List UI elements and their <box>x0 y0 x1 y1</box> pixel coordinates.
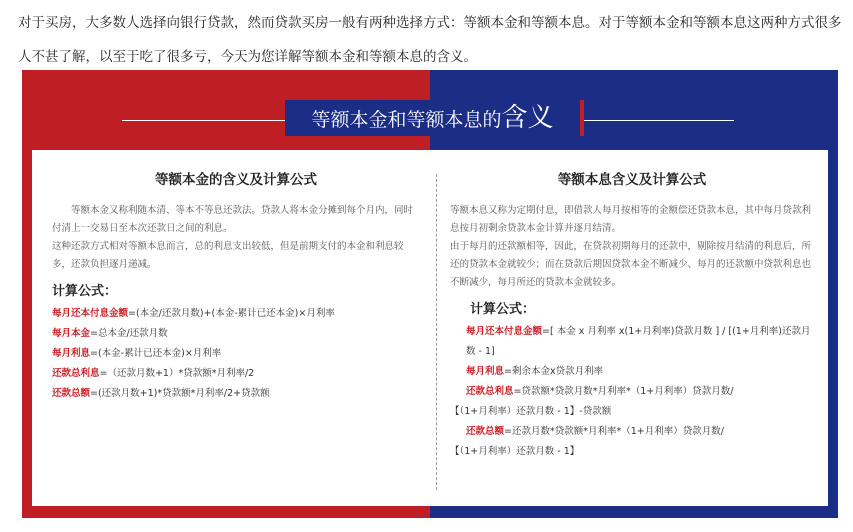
equal-installment-heading: 等额本息含义及计算公式 <box>557 172 707 188</box>
formula-line: 每月利息=剩余本金x贷款月利率 <box>466 366 604 377</box>
formula-title: 计算公式： <box>52 284 118 299</box>
banner-title <box>285 100 580 136</box>
intro-paragraph: 对于买房，大多数人选择向银行贷款，然而贷款买房一般有两种选择方式：等额本金和等额本息。对于等额本金和等额本息这两种方式很多人不甚了解，以至于吃了很多亏，今天为您详解等额本金和等额本息的含义。 <box>18 15 842 65</box>
formula-line: 每月还本付息金额=(本金/还款月数)+(本金-累计已还本金)×月利率 <box>52 308 335 319</box>
formula-line: 每月本金=总本金/还款月数 <box>52 328 168 339</box>
infographic-banner <box>22 70 838 518</box>
column-divider <box>436 174 437 490</box>
formula-line-cont: 【（1+月利率）还款月数 - 1】 <box>450 446 580 457</box>
formula-title: 计算公式： <box>470 302 536 317</box>
formula-line: 还款总额=(还款月数+1)*贷款额*月利率/2+贷款额 <box>52 388 270 399</box>
banner-title-big: 含义 <box>501 103 554 133</box>
equal-principal-para2: 这种还款方式相对等额本息而言，总的利息支出较低，但是前期支付的本金和利息较多，还款负担逐月递减。 <box>52 241 404 270</box>
equal-installment-para1: 等额本息又称为定期付息，即借款人每月按相等的金额偿还贷款本息，其中每月贷款利息按月初剩余贷款本金计算并逐月结清。 <box>450 205 812 234</box>
formula-line: 还款总利息=贷款额*贷款月数*月利率*（1+月利率）贷款月数/ <box>466 386 734 397</box>
equal-installment-section <box>450 170 814 462</box>
formula-line: 每月利息=(本金-累计已还本金)×月利率 <box>52 348 222 359</box>
equal-installment-para2: 由于每月的还款额相等，因此，在贷款初期每月的还款中，剔除按月结清的利息后，所还的贷款本金就较少；而在贷款后期因贷款本金不断减少、每月的还款额中贷款利息也不断减少，每月所还的贷款本金就较多。 <box>450 241 812 288</box>
equal-principal-para1: 等额本金又称利随本清、等本不等息还款法。贷款人将本金分摊到每个月内，同时付清上一交易日至本次还款日之间的利息。 <box>52 205 414 234</box>
title-rule-right <box>584 120 734 121</box>
formula-line: 还款总利息=（还款月数+1）*贷款额*月利率/2 <box>52 368 255 379</box>
banner-title-main: 等额本金和等额本息的 <box>311 109 502 131</box>
title-rule-left <box>122 120 285 121</box>
formula-line-cont: 【（1+月利率）还款月数 - 1】-贷款额 <box>450 406 612 417</box>
content-card <box>32 150 828 506</box>
equal-principal-section <box>52 170 420 404</box>
formula-line: 还款总额=还款月数*贷款额*月利率*（1+月利率）贷款月数/ <box>466 426 724 437</box>
equal-principal-heading: 等额本金的含义及计算公式 <box>155 172 317 188</box>
formula-line: 每月还本付息金额=[ 本金 x 月利率 x(1+月利率)贷款月数 ] / [(1+月利率)还款月数 - 1] <box>466 326 811 357</box>
title-red-edge <box>580 100 584 136</box>
